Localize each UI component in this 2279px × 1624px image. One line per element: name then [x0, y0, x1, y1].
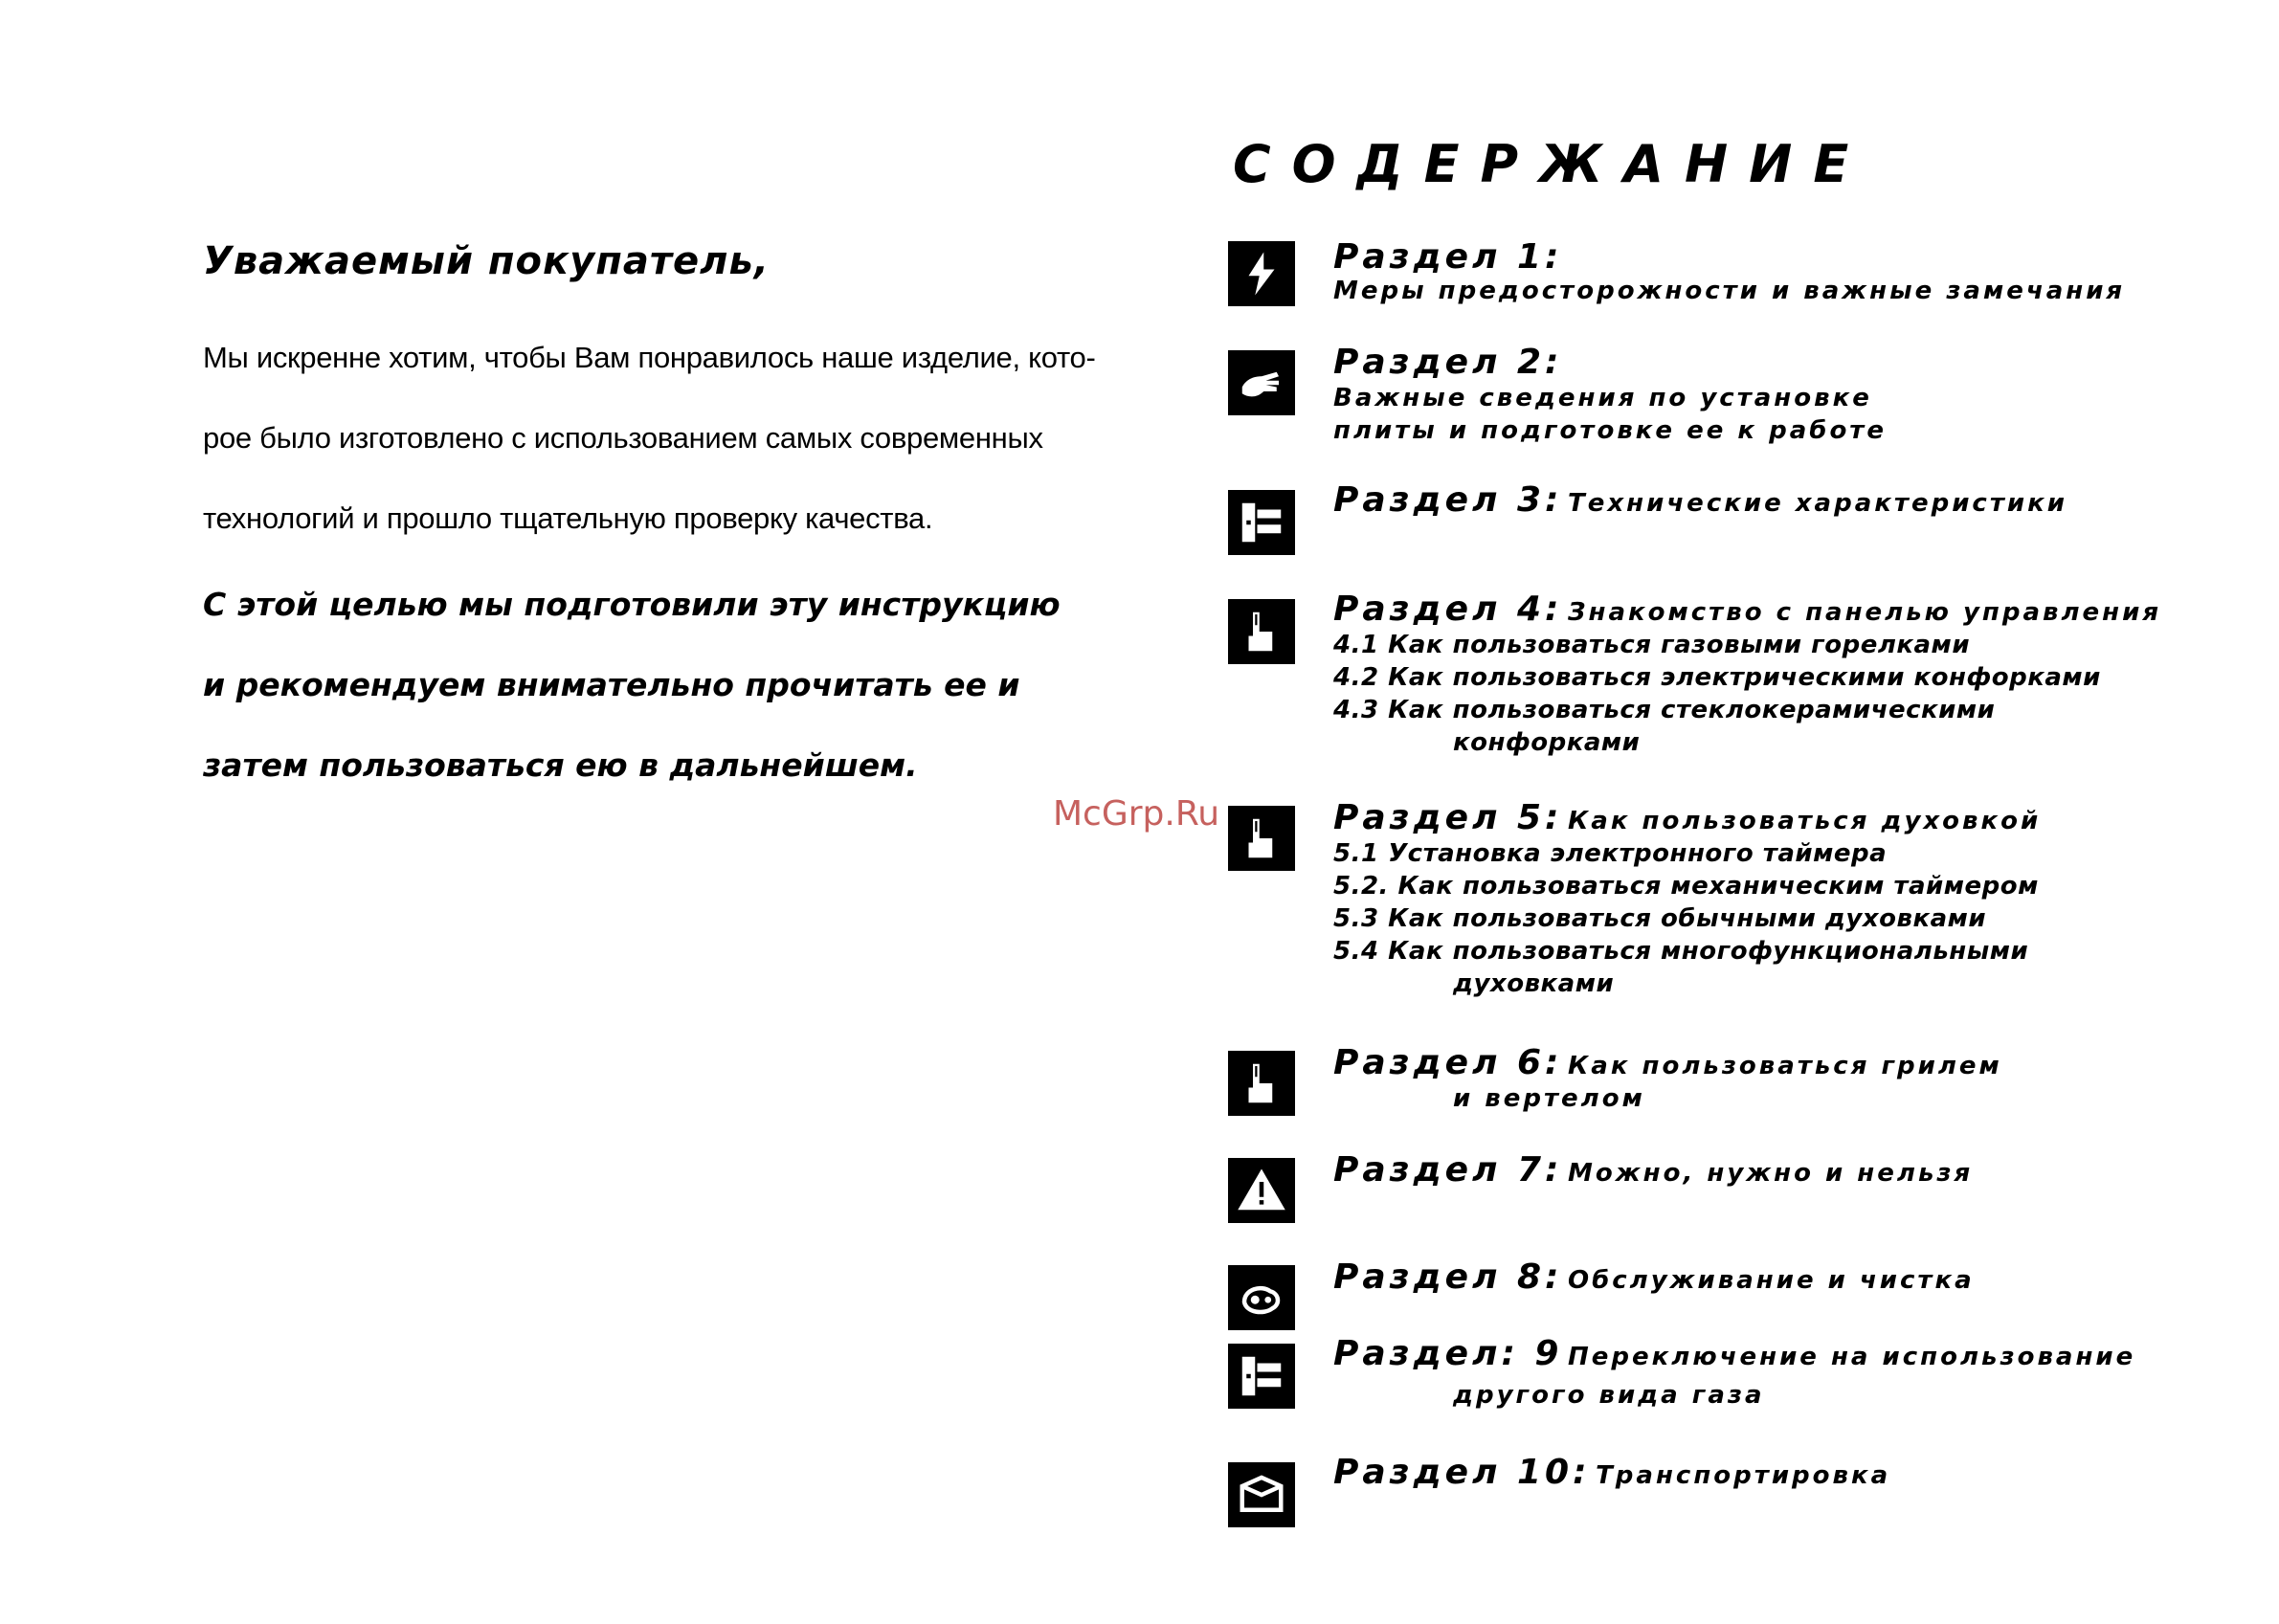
section-desc: Знакомство с панелью управления — [1568, 598, 2162, 627]
hand-icon — [1228, 350, 1295, 415]
emphasis-line: С этой целью мы подготовили эту инструкцию — [203, 586, 1061, 623]
warning-icon — [1228, 1158, 1295, 1223]
emphasis-line: и рекомендуем внимательно прочитать ее и — [203, 666, 1020, 703]
intro-block — [203, 239, 1179, 806]
intro-line: Мы искренне хотим, чтобы Вам понравилось наше изделие, кото- — [203, 341, 1096, 374]
section-title: Раздел 7: — [1333, 1150, 1563, 1190]
section-desc: Транспортировка — [1596, 1461, 1891, 1490]
subsection-item: конфорками — [1453, 728, 1641, 757]
intro-line: технологий и прошло тщательную проверку качества. — [203, 501, 933, 535]
section-desc: Как пользоваться грилем — [1568, 1052, 2002, 1080]
section-desc-cont: другого вида газа — [1453, 1381, 1765, 1410]
section-title: Раздел 8: — [1333, 1257, 1563, 1297]
subsection-item: 4.3 Как пользоваться стеклокерамическими — [1333, 696, 1996, 724]
subsection-list — [1333, 629, 2161, 759]
finger-press-icon — [1228, 599, 1295, 664]
emphasis-paragraph — [203, 565, 1179, 806]
intro-paragraph — [203, 318, 1179, 559]
section-title: Раздел: 9 — [1333, 1334, 1563, 1373]
section-title: Раздел 10: — [1333, 1453, 1591, 1492]
section-title: Раздел 2: — [1333, 343, 1563, 382]
lightning-icon — [1228, 241, 1295, 306]
finger-press-icon — [1228, 1051, 1295, 1116]
subsection-item: 4.1 Как пользоваться газовыми горелками — [1333, 631, 1971, 659]
section-desc: Меры предосторожности и важные замечания — [1333, 277, 2126, 305]
cleaning-icon — [1228, 1265, 1295, 1330]
section-desc: Можно, нужно и нельзя — [1568, 1159, 1974, 1188]
section-title: Раздел 6: — [1333, 1043, 1563, 1082]
greeting: Уважаемый покупатель, — [203, 239, 770, 283]
section-title: Раздел 5: — [1333, 798, 1563, 837]
section-desc: Как пользоваться духовкой — [1568, 807, 2042, 835]
section-title: Раздел 4: — [1333, 590, 1563, 629]
subsection-item: 5.3 Как пользоваться обычными духовками — [1333, 904, 1987, 933]
toc-title: СОДЕРЖАНИЕ — [1233, 134, 1870, 194]
intro-line: рое было изготовлено с использованием самых современных — [203, 421, 1043, 455]
section-desc-cont: и вертелом — [1453, 1084, 1645, 1113]
specs-icon — [1228, 490, 1295, 555]
finger-press-icon — [1228, 806, 1295, 871]
emphasis-line: затем пользоваться ею в дальнейшем. — [203, 746, 918, 784]
section-desc: Важные сведения по установке — [1333, 384, 1872, 412]
section-title: Раздел 3: — [1333, 480, 1563, 520]
section-desc: Технические характеристики — [1568, 489, 2067, 518]
box-icon — [1228, 1462, 1295, 1527]
subsection-item: 5.1 Установка электронного таймера — [1333, 839, 1888, 868]
subsection-list — [1333, 837, 2041, 1000]
section-desc: Переключение на использование — [1568, 1343, 2136, 1371]
watermark: McGrp.Ru — [1053, 794, 1220, 834]
subsection-item: духовками — [1453, 969, 1615, 998]
subsection-item: 5.2. Как пользоваться механическим таймером — [1333, 872, 2039, 901]
specs-icon — [1228, 1344, 1295, 1409]
section-title: Раздел 1: — [1333, 237, 1563, 277]
subsection-item: 5.4 Как пользоваться многофункциональными — [1333, 937, 2029, 966]
section-desc: Обслуживание и чистка — [1568, 1266, 1975, 1295]
subsection-item: 4.2 Как пользоваться электрическими конфорками — [1333, 663, 2101, 692]
section-desc: плиты и подготовке ее к работе — [1333, 416, 1888, 445]
